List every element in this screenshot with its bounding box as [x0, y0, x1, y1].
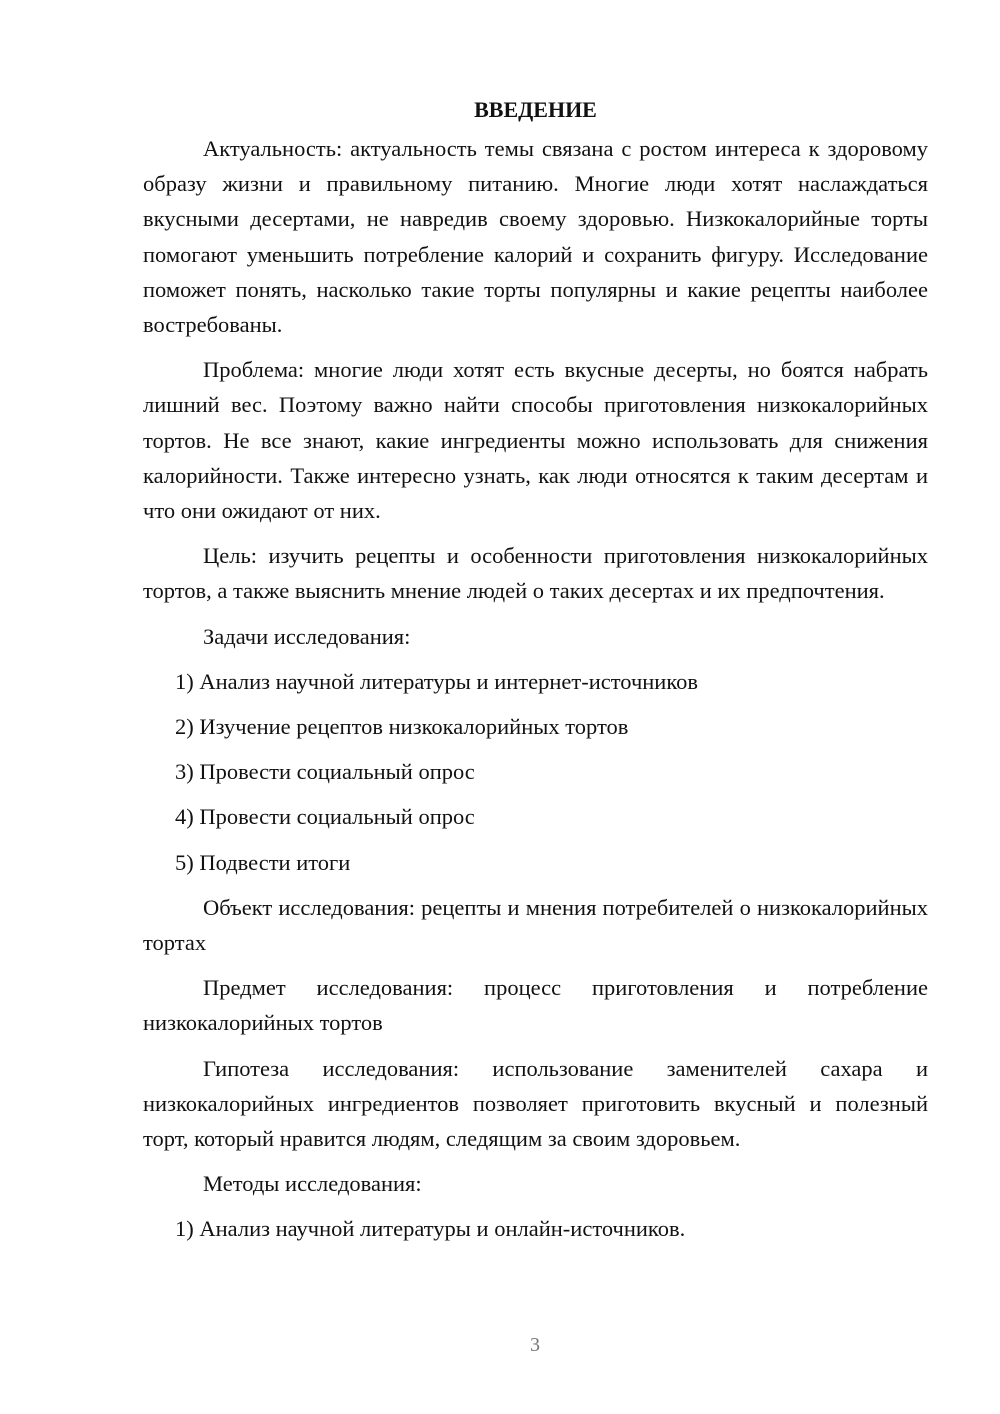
task-item-1: 1) Анализ научной литературы и интернет-источников — [175, 668, 699, 694]
methods-title: Методы исследования: — [203, 1171, 422, 1197]
subject-paragraph: Предмет исследования: процесс приготовления и потребление низкокалорийных тортов — [143, 975, 928, 1036]
page-number: 3 — [530, 1334, 540, 1356]
hypothesis-paragraph: Гипотеза исследования: использование заменителей сахара и низкокалорийных ингредиентов позволяет приготовить вкусный и полезный торт, который нравится людям, следящим за своим здоровьем. — [143, 1055, 928, 1151]
method-item-1: 1) Анализ научной литературы и онлайн-источников. — [175, 1216, 686, 1242]
object-paragraph: Объект исследования: рецепты и мнения потребителей о низкокалорийных тортах — [143, 894, 928, 955]
task-item-2: 2) Изучение рецептов низкокалорийных тортов — [175, 714, 629, 740]
page-content — [143, 91, 928, 1257]
task-item-4: 4) Провести социальный опрос — [175, 804, 475, 830]
goal-paragraph: Цель: изучить рецепты и особенности приготовления низкокалорийных тортов, а также выяснить мнение людей о таких десертах и их предпочтения. — [143, 543, 928, 604]
task-item-5: 5) Подвести итоги — [175, 849, 351, 875]
task-item-3: 3) Провести социальный опрос — [175, 759, 475, 785]
section-heading: ВВЕДЕНИЕ — [474, 97, 597, 122]
tasks-title: Задачи исследования: — [203, 623, 411, 649]
problem-paragraph: Проблема: многие люди хотят есть вкусные десерты, но боятся набрать лишний вес. Поэтому важно найти способы приготовления низкокалорийных тортов. Не все знают, какие ингредиенты можно использовать для снижения калорийности. Также интересно узнать, как люди относятся к таким десертам и что они ожидают от них. — [143, 357, 928, 524]
relevance-paragraph: Актуальность: актуальность темы связана с ростом интереса к здоровому образу жизни и правильному питанию. Многие люди хотят наслаждаться вкусными десертами, не навредив своему здоровью. Низкокалорийные торты помогают уменьшить потребление калорий и сохранить фигуру. Исследование поможет понять, насколько такие торты популярны и какие рецепты наиболее востребованы. — [143, 136, 928, 338]
